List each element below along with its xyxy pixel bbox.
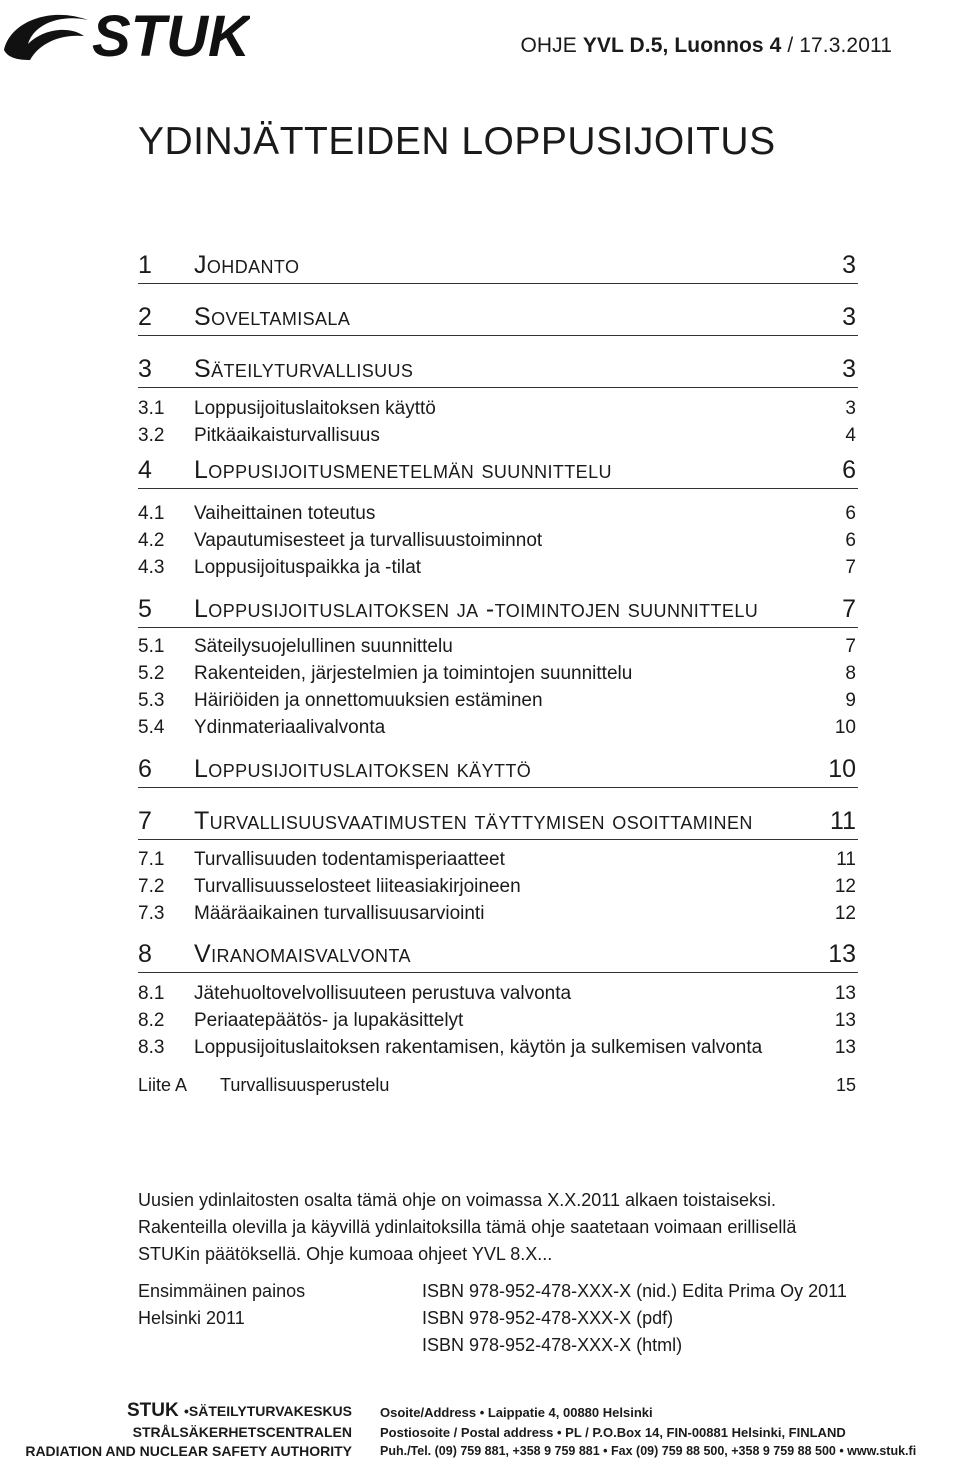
isbn-html: ISBN 978-952-478-XXX-X (html) xyxy=(422,1335,683,1355)
toc-number: 5.2 xyxy=(138,663,165,684)
toc-page: 13 xyxy=(828,940,856,968)
footer-org-fi xyxy=(127,1400,352,1422)
toc-section[interactable] xyxy=(138,253,858,284)
toc-title: Rakenteiden, järjestelmien ja toimintojen suunnittelu xyxy=(194,663,633,684)
stuk-logo-graphic xyxy=(0,0,250,70)
toc-page: 4 xyxy=(845,425,856,446)
toc-subsection[interactable] xyxy=(138,396,858,420)
footer-org-sv: STRÅLSÄKERHETSCENTRALEN xyxy=(132,1424,352,1440)
toc-title: Loppusijoituslaitoksen käyttö xyxy=(194,755,532,783)
place-year-text: Helsinki 2011 xyxy=(138,1308,245,1328)
toc-title: Loppusijoituslaitoksen ja -toimintojen suunnittelu xyxy=(194,595,759,623)
toc-number: 7.1 xyxy=(138,849,165,870)
toc-page: 7 xyxy=(842,595,856,623)
footer-org-en: RADIATION AND NUCLEAR SAFETY AUTHORITY xyxy=(25,1443,352,1459)
toc-page: 6 xyxy=(845,503,856,524)
toc-page: 15 xyxy=(835,1075,856,1095)
toc-number: 7.3 xyxy=(138,903,165,924)
toc-number: Liite A xyxy=(138,1075,188,1095)
toc-title: Viranomaisvalvonta xyxy=(194,940,411,968)
toc-subsection[interactable] xyxy=(138,874,858,898)
toc-number: 8.1 xyxy=(138,983,165,1004)
toc-page: 3 xyxy=(842,303,856,331)
toc-title: Säteilyturvallisuus xyxy=(194,355,414,383)
validity-note-line: Uusien ydinlaitosten osalta tämä ohje on voimassa X.X.2011 alkaen toistaiseksi. xyxy=(138,1190,777,1210)
toc-title: Loppusijoitusmenetelmän suunnittelu xyxy=(194,456,612,484)
footer-postal: Postiosoite / Postal address • PL / P.O.Box 14, FIN-00881 Helsinki, FINLAND xyxy=(380,1425,846,1440)
isbn-print: ISBN 978-952-478-XXX-X (nid.) Edita Prima Oy 2011 xyxy=(422,1281,847,1301)
toc-page: 10 xyxy=(828,755,856,783)
toc-title: Turvallisuuden todentamisperiaatteet xyxy=(194,849,505,870)
toc-title: Turvallisuusperustelu xyxy=(220,1075,390,1095)
edition-text: Ensimmäinen painos xyxy=(138,1281,306,1301)
toc-number: 6 xyxy=(138,755,152,783)
toc-number: 5 xyxy=(138,595,152,623)
footer-address: Osoite/Address • Laippatie 4, 00880 Helsinki xyxy=(380,1405,653,1420)
footer-contact: Puh./Tel. (09) 759 881, +358 9 759 881 • Fax (09) 759 88 500, +358 9 759 88 500 • www.stuk.fi xyxy=(380,1444,917,1458)
toc-number: 8 xyxy=(138,940,152,968)
toc-subsection[interactable] xyxy=(138,555,858,579)
toc-page: 12 xyxy=(834,903,856,924)
toc-page: 13 xyxy=(834,983,856,1004)
toc-page: 6 xyxy=(842,456,856,484)
toc-subsection[interactable] xyxy=(138,634,858,658)
toc-number: 3.2 xyxy=(138,425,165,446)
toc-page: 12 xyxy=(834,876,856,897)
toc-page: 11 xyxy=(836,849,856,870)
toc-subsection[interactable] xyxy=(138,715,858,739)
footer-org-fi-name: •SÄTEILYTURVAKESKUS xyxy=(183,1403,352,1419)
toc-number: 5.1 xyxy=(138,636,165,657)
footer-org-short: STUK xyxy=(126,1400,179,1421)
toc-title: Säteilysuojelullinen suunnittelu xyxy=(194,636,453,657)
toc-page: 7 xyxy=(845,636,856,657)
toc-number: 4 xyxy=(138,456,152,484)
toc-title: Määräaikainen turvallisuusarviointi xyxy=(194,903,485,924)
toc-title: Turvallisuusselosteet liiteasiakirjoineen xyxy=(194,876,521,897)
toc-page: 9 xyxy=(845,690,856,711)
toc-title: Vaiheittainen toteutus xyxy=(194,503,376,524)
toc-subsection[interactable] xyxy=(138,661,858,685)
toc-title: Johdanto xyxy=(194,251,300,279)
toc-page: 8 xyxy=(845,663,856,684)
validity-note-line: Rakenteilla olevilla ja käyvillä ydinlaitoksilla tämä ohje saatetaan voimaan erillisellä xyxy=(138,1217,797,1237)
toc-number: 3 xyxy=(138,355,152,383)
toc-section[interactable] xyxy=(138,809,858,840)
toc-subsection[interactable] xyxy=(138,528,858,552)
toc-title: Turvallisuusvaatimusten täyttymisen osoittaminen xyxy=(194,807,753,835)
toc-number: 1 xyxy=(138,251,152,279)
toc-page: 3 xyxy=(845,398,856,419)
toc-page: 11 xyxy=(830,807,856,835)
toc-subsection[interactable] xyxy=(138,688,858,712)
toc-page: 13 xyxy=(834,1037,856,1058)
toc-section[interactable] xyxy=(138,597,858,628)
toc-title: Soveltamisala xyxy=(194,303,351,331)
toc-subsection[interactable] xyxy=(138,423,858,447)
toc-title: Jätehuoltovelvollisuuteen perustuva valvonta xyxy=(194,983,572,1004)
toc-title: Vapautumisesteet ja turvallisuustoiminnot xyxy=(194,530,543,551)
toc-subsection[interactable] xyxy=(138,1035,858,1059)
toc-number: 3.1 xyxy=(138,398,165,419)
document-reference xyxy=(520,34,892,58)
toc-subsection[interactable] xyxy=(138,901,858,925)
toc-number: 4.3 xyxy=(138,557,165,578)
isbn-pdf: ISBN 978-952-478-XXX-X (pdf) xyxy=(422,1308,674,1328)
toc-section[interactable] xyxy=(138,357,858,388)
toc-title: Pitkäaikaisturvallisuus xyxy=(194,425,380,446)
toc-title: Loppusijoituslaitoksen käyttö xyxy=(194,398,436,419)
toc-number: 7 xyxy=(138,807,152,835)
toc-page: 6 xyxy=(845,530,856,551)
toc-page: 13 xyxy=(834,1010,856,1031)
toc-page: 3 xyxy=(842,355,856,383)
toc-section[interactable] xyxy=(138,757,858,788)
stuk-logo xyxy=(0,0,250,70)
toc-title: Häiriöiden ja onnettomuuksien estäminen xyxy=(194,690,543,711)
toc-title: Loppusijoituspaikka ja -tilat xyxy=(194,557,422,578)
toc-title: Loppusijoituslaitoksen rakentamisen, käytön ja sulkemisen valvonta xyxy=(194,1037,763,1058)
toc-subsection[interactable] xyxy=(138,501,858,525)
doc-date: / 17.3.2011 xyxy=(781,34,892,57)
page-title: YDINJÄTTEIDEN LOPPUSIJOITUS xyxy=(138,120,776,163)
toc-page: 7 xyxy=(845,557,856,578)
toc-section[interactable] xyxy=(138,458,858,489)
validity-note-line: STUKin päätöksellä. Ohje kumoaa ohjeet YVL 8.X... xyxy=(138,1244,553,1264)
logo-text: STUK xyxy=(92,4,250,69)
toc-title: Ydinmateriaalivalvonta xyxy=(194,717,386,738)
toc-section[interactable] xyxy=(138,305,858,336)
toc-number: 4.1 xyxy=(138,503,165,524)
toc-section[interactable] xyxy=(138,942,858,973)
toc-subsection[interactable] xyxy=(138,1008,858,1032)
toc-number: 4.2 xyxy=(138,530,165,551)
toc-title: Periaatepäätös- ja lupakäsittelyt xyxy=(194,1010,464,1031)
toc-number: 2 xyxy=(138,303,152,331)
toc-number: 5.4 xyxy=(138,717,165,738)
toc-page: 10 xyxy=(834,717,856,738)
toc-number: 8.3 xyxy=(138,1037,165,1058)
toc-number: 5.3 xyxy=(138,690,165,711)
toc-page: 3 xyxy=(842,251,856,279)
toc-appendix[interactable] xyxy=(138,1072,858,1096)
doc-prefix: OHJE xyxy=(520,34,583,57)
toc-number: 8.2 xyxy=(138,1010,165,1031)
toc-subsection[interactable] xyxy=(138,981,858,1005)
toc-subsection[interactable] xyxy=(138,847,858,871)
doc-code: YVL D.5, Luonnos 4 xyxy=(582,34,782,57)
toc-number: 7.2 xyxy=(138,876,165,897)
